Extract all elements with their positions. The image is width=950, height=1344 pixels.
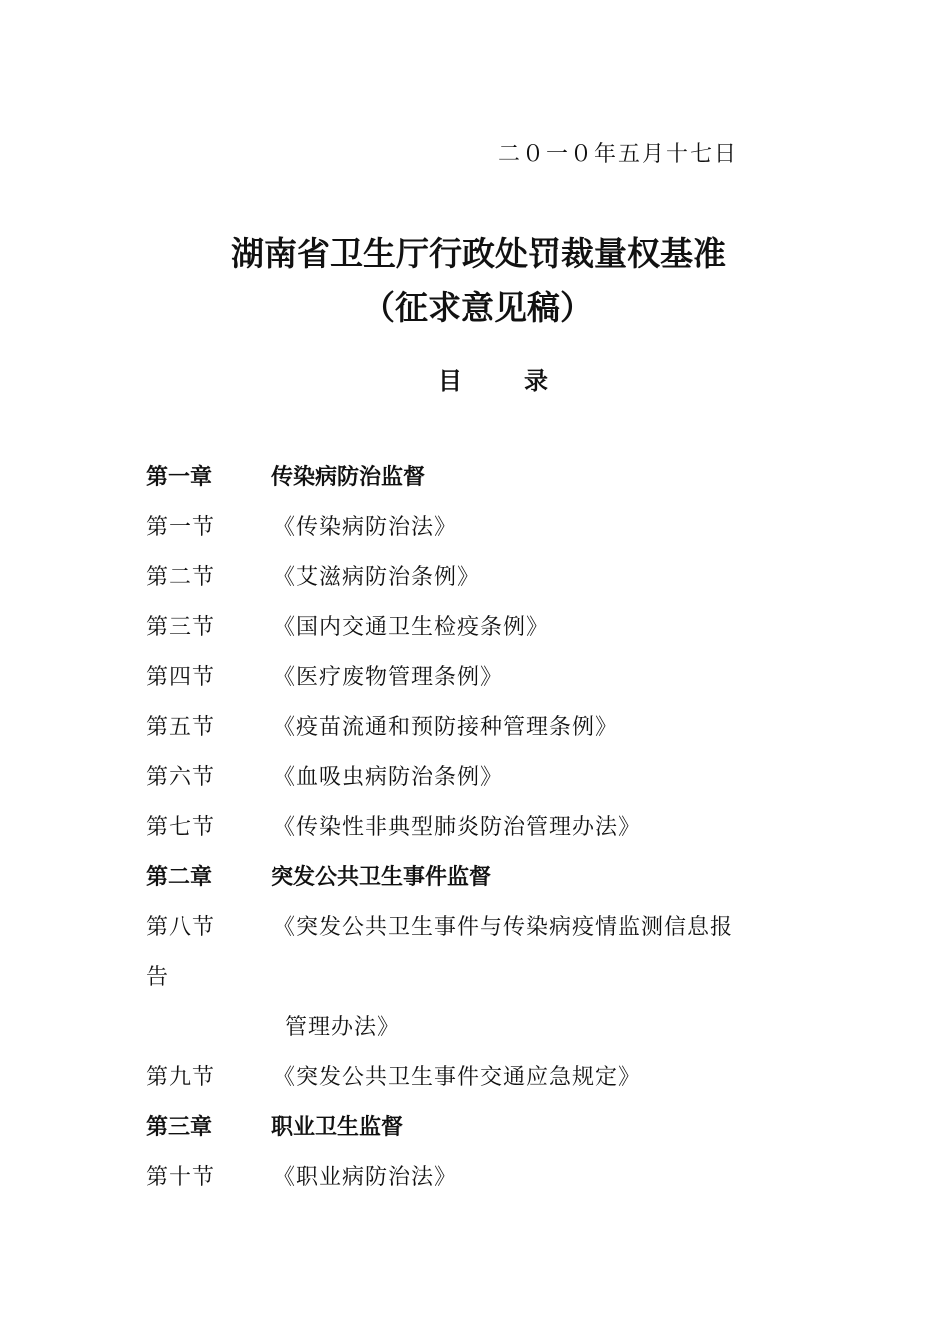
toc-chapter-2-label: 第二章 [146, 865, 213, 890]
toc-chapter-1-title: 传染病防治监督 [271, 465, 426, 490]
toc-chapter-3-label: 第三章 [146, 1115, 213, 1140]
toc-section-1-label: 第一节 [146, 515, 216, 540]
toc-section-3-title: 《国内交通卫生检疫条例》 [273, 615, 550, 640]
document-title: 湖南省卫生厅行政处罚裁量权基准 [231, 234, 726, 273]
document-date: 二０一０年五月十七日 [498, 142, 739, 167]
toc-heading-char-2: 录 [524, 367, 548, 395]
toc-section-1-title: 《传染病防治法》 [273, 515, 458, 540]
toc-section-8-title: 《突发公共卫生事件与传染病疫情监测信息报 [273, 915, 734, 940]
toc-section-8-label: 第八节 [146, 915, 216, 940]
toc-section-8-continuation: 管理办法》 [285, 1015, 401, 1040]
toc-heading-char-1: 目 [438, 367, 462, 395]
toc-section-10-label: 第十节 [146, 1165, 216, 1190]
toc-section-4-title: 《医疗废物管理条例》 [273, 665, 504, 690]
toc-section-10-title: 《职业病防治法》 [273, 1165, 458, 1190]
toc-section-7-title: 《传染性非典型肺炎防治管理办法》 [273, 815, 642, 840]
toc-chapter-2-title: 突发公共卫生事件监督 [271, 865, 492, 890]
toc-section-6-label: 第六节 [146, 765, 216, 790]
toc-section-5-label: 第五节 [146, 715, 216, 740]
toc-section-9-label: 第九节 [146, 1065, 216, 1090]
toc-chapter-1-label: 第一章 [146, 465, 213, 490]
toc-section-6-title: 《血吸虫病防治条例》 [273, 765, 504, 790]
toc-heading [438, 361, 548, 396]
toc-chapter-3-title: 职业卫生监督 [271, 1115, 404, 1140]
toc-section-5-title: 《疫苗流通和预防接种管理条例》 [273, 715, 619, 740]
toc-section-2-title: 《艾滋病防治条例》 [273, 565, 481, 590]
toc-section-8-wrap: 告 [146, 965, 170, 990]
toc-section-9-title: 《突发公共卫生事件交通应急规定》 [273, 1065, 642, 1090]
toc-section-4-label: 第四节 [146, 665, 216, 690]
toc-section-2-label: 第二节 [146, 565, 216, 590]
toc-section-7-label: 第七节 [146, 815, 216, 840]
document-subtitle: （征求意见稿） [362, 288, 593, 327]
toc-section-3-label: 第三节 [146, 615, 216, 640]
